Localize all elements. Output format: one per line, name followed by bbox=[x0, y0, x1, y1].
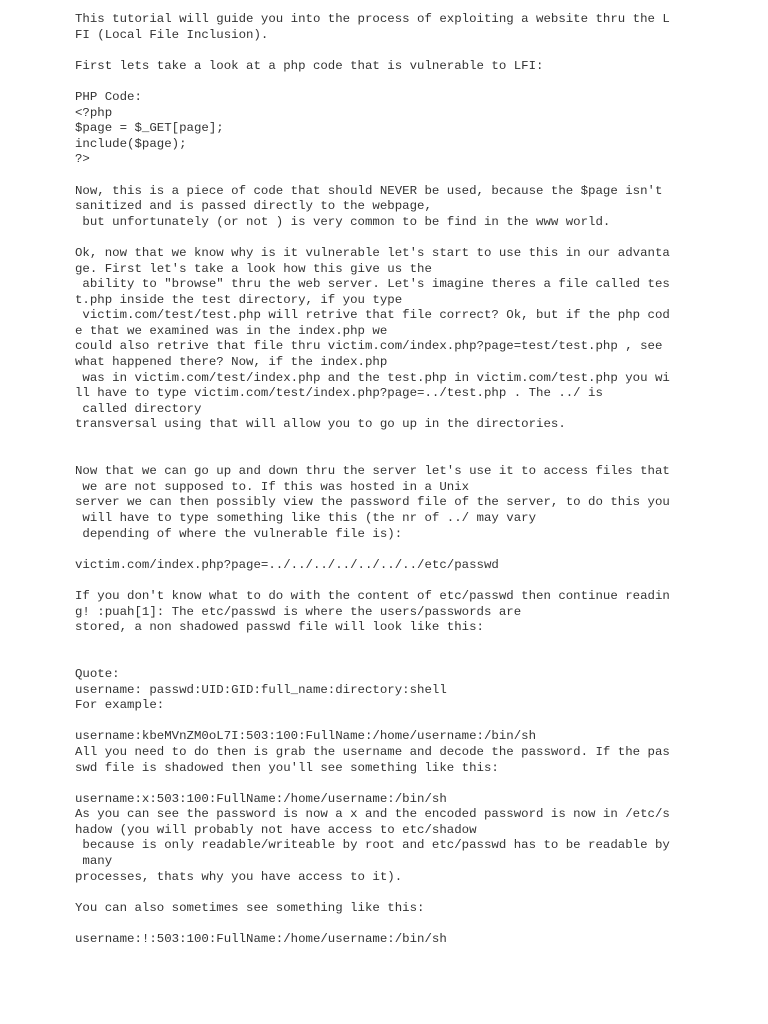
text-line: ?> bbox=[75, 152, 90, 167]
text-line bbox=[75, 916, 695, 932]
text-line: <?php bbox=[75, 105, 113, 120]
text-line: All you need to do then is grab the username and decode the password. If the pas bbox=[75, 744, 670, 759]
text-line: will have to type something like this (the nr of ../ may vary bbox=[75, 511, 537, 525]
text-line: but unfortunately (or not ) is very common to be find in the www world. bbox=[75, 214, 611, 229]
text-line: ge. First let's take a look how this give us the bbox=[75, 261, 432, 276]
text-line: include($page); bbox=[75, 136, 187, 151]
text-line: what happened there? Now, if the index.php bbox=[75, 355, 388, 370]
text-line: PHP Code: bbox=[75, 89, 142, 104]
text-line: t.php inside the test directory, if you type bbox=[75, 292, 403, 307]
text-line: was in victim.com/test/index.php and the test.php in victim.com/test.php you wi bbox=[75, 370, 670, 385]
text-line: This tutorial will guide you into the process of exploiting a website thru the L bbox=[75, 12, 670, 26]
text-line: e that we examined was in the index.php we bbox=[75, 323, 388, 338]
text-line bbox=[75, 542, 695, 558]
text-line: username:kbeMVnZM0oL7I:503:100:FullName:/home/username:/bin/sh bbox=[75, 729, 537, 744]
text-line: depending of where the vulnerable file is): bbox=[75, 526, 403, 541]
text-line: g! :puah[1]: The etc/passwd is where the users/passwords are bbox=[75, 604, 522, 619]
text-line: FI (Local File Inclusion). bbox=[75, 27, 269, 42]
text-line: because is only readable/writeable by root and etc/passwd has to be readable by bbox=[75, 838, 670, 853]
text-line: processes, thats why you have access to it). bbox=[75, 869, 403, 884]
text-line: If you don't know what to do with the content of etc/passwd then continue readin bbox=[75, 588, 670, 603]
text-line bbox=[75, 43, 695, 59]
text-line: we are not supposed to. If this was hosted in a Unix bbox=[75, 479, 470, 494]
text-line bbox=[75, 74, 695, 90]
text-line: victim.com/test/test.php will retrive that file correct? Ok, but if the php cod bbox=[75, 308, 670, 323]
text-line bbox=[75, 230, 695, 246]
text-line bbox=[75, 449, 695, 465]
text-line: As you can see the password is now a x and the encoded password is now in /etc/s bbox=[75, 807, 670, 822]
text-line: username: passwd:UID:GID:full_name:directory:shell bbox=[75, 682, 447, 697]
text-line: called directory bbox=[75, 401, 202, 416]
text-line: Ok, now that we know why is it vulnerable let's start to use this in our advanta bbox=[75, 245, 670, 260]
text-line bbox=[75, 714, 695, 730]
text-line: could also retrive that file thru victim.com/index.php?page=test/test.php , see bbox=[75, 339, 663, 354]
text-line bbox=[75, 573, 695, 589]
text-line: You can also sometimes see something like this: bbox=[75, 900, 425, 915]
document-text bbox=[75, 12, 695, 948]
text-line: transversal using that will allow you to go up in the directories. bbox=[75, 417, 566, 432]
text-line: hadow (you will probably not have access to etc/shadow bbox=[75, 822, 477, 837]
text-line bbox=[75, 776, 695, 792]
text-line: username:!:503:100:FullName:/home/username:/bin/sh bbox=[75, 932, 447, 947]
text-line: victim.com/index.php?page=../../../../../../../etc/passwd bbox=[75, 557, 499, 572]
text-line bbox=[75, 168, 695, 184]
text-line bbox=[75, 433, 695, 449]
text-line: server we can then possibly view the password file of the server, to do this you bbox=[75, 495, 670, 510]
text-line: many bbox=[75, 854, 113, 869]
text-line bbox=[75, 885, 695, 901]
text-line: sanitized and is passed directly to the webpage, bbox=[75, 199, 432, 214]
text-line: ability to "browse" thru the web server. Let's imagine theres a file called tes bbox=[75, 277, 670, 292]
text-line: stored, a non shadowed passwd file will look like this: bbox=[75, 620, 484, 635]
text-line: First lets take a look at a php code that is vulnerable to LFI: bbox=[75, 58, 544, 73]
text-line: For example: bbox=[75, 698, 165, 713]
text-line: username:x:503:100:FullName:/home/username:/bin/sh bbox=[75, 791, 447, 806]
text-line: Now, this is a piece of code that should NEVER be used, because the $page isn't bbox=[75, 183, 663, 198]
text-line bbox=[75, 651, 695, 667]
text-line: $page = $_GET[page]; bbox=[75, 121, 224, 136]
text-line: ll have to type victim.com/test/index.php?page=../test.php . The ../ is bbox=[75, 386, 603, 401]
text-line: Now that we can go up and down thru the server let's use it to access files that bbox=[75, 464, 670, 479]
text-line bbox=[75, 636, 695, 652]
text-line: Quote: bbox=[75, 666, 120, 681]
text-line: swd file is shadowed then you'll see something like this: bbox=[75, 760, 499, 775]
